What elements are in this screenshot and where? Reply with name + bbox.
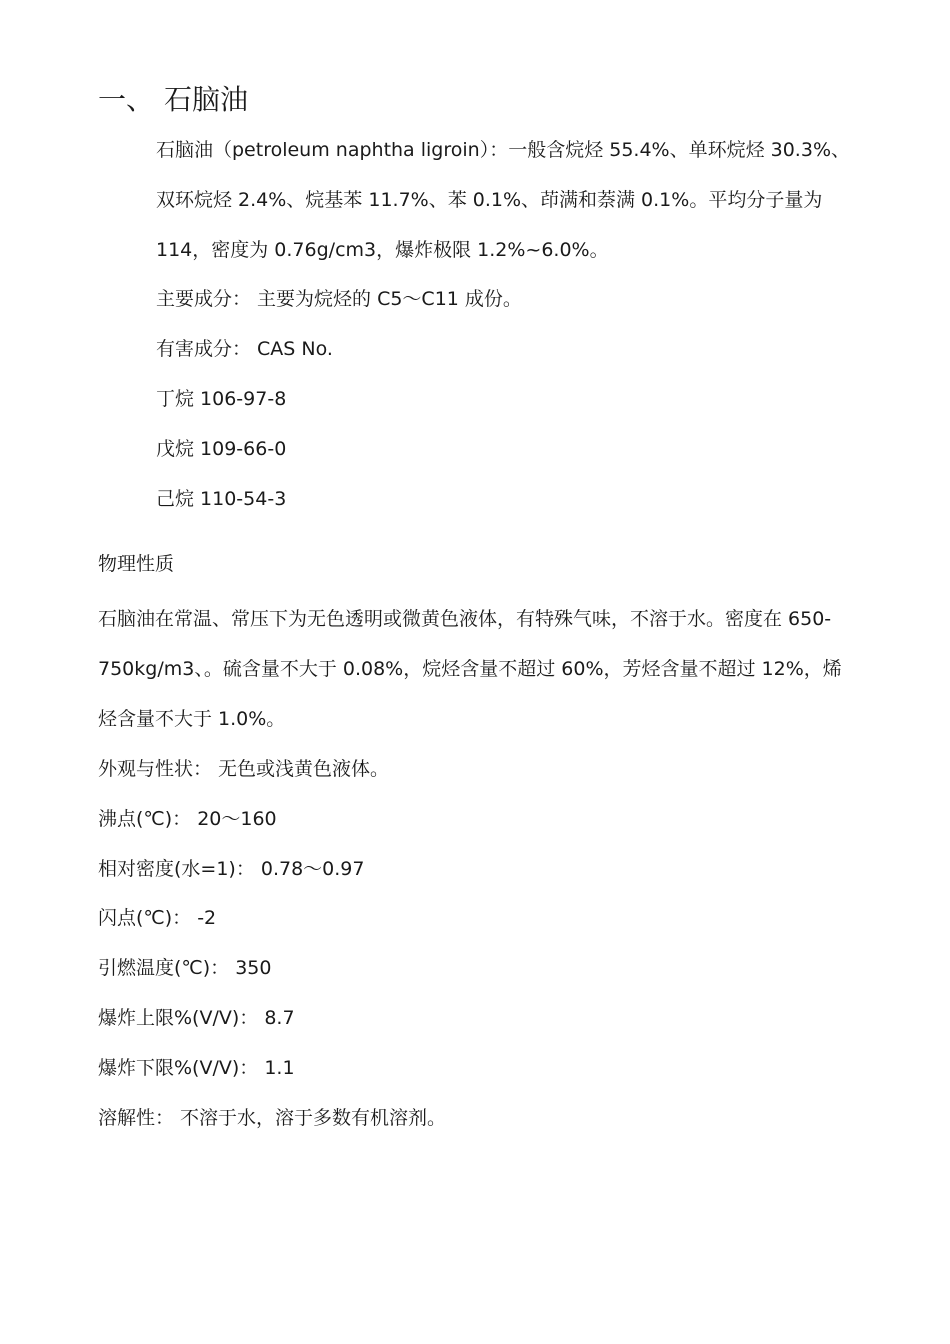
hazard-item: 戊烷 109-66-0 [156, 438, 287, 460]
physical-para-line-2: 750kg/m3、。硫含量不大于 0.08%，烷烃含量不超过 60%，芳烃含量不超过 12%，烯 [98, 658, 842, 680]
physical-para-line-3: 烃含量不大于 1.0%。 [98, 708, 286, 730]
section-heading [98, 80, 248, 120]
property-flash-point: 闪点(℃)： -2 [98, 907, 217, 929]
hazard-header: 有害成分： CAS No. [156, 338, 333, 360]
property-solubility: 溶解性： 不溶于水，溶于多数有机溶剂。 [98, 1107, 447, 1129]
intro-line-1: 石脑油（petroleum naphtha ligroin）：一般含烷烃 55.4%、单环烷烃 30.3%、 [156, 139, 850, 161]
main-component: 主要成分： 主要为烷烃的 C5～C11 成份。 [156, 288, 522, 310]
property-upper-explosion-limit: 爆炸上限%(V/V)： 8.7 [98, 1007, 295, 1029]
property-ignition-temp: 引燃温度(℃)： 350 [98, 957, 272, 979]
hazard-item: 己烷 110-54-3 [156, 488, 287, 510]
property-lower-explosion-limit: 爆炸下限%(V/V)： 1.1 [98, 1057, 295, 1079]
intro-line-2: 双环烷烃 2.4%、烷基苯 11.7%、苯 0.1%、茚满和萘满 0.1%。平均分子量为 [156, 189, 823, 211]
section-title: 石脑油 [164, 83, 249, 116]
property-appearance: 外观与性状： 无色或浅黄色液体。 [98, 758, 390, 780]
intro-line-3: 114，密度为 0.76g/cm3，爆炸极限 1.2%~6.0%。 [156, 239, 609, 261]
property-boiling-point: 沸点(℃)： 20～160 [98, 808, 277, 830]
hazard-item: 丁烷 106-97-8 [156, 388, 287, 410]
physical-para-line-1: 石脑油在常温、常压下为无色透明或微黄色液体，有特殊气味，不溶于水。密度在 650- [98, 608, 832, 630]
property-relative-density: 相对密度(水=1)： 0.78～0.97 [98, 858, 365, 880]
section-number: 一、 [98, 83, 155, 116]
physical-title: 物理性质 [98, 553, 175, 575]
